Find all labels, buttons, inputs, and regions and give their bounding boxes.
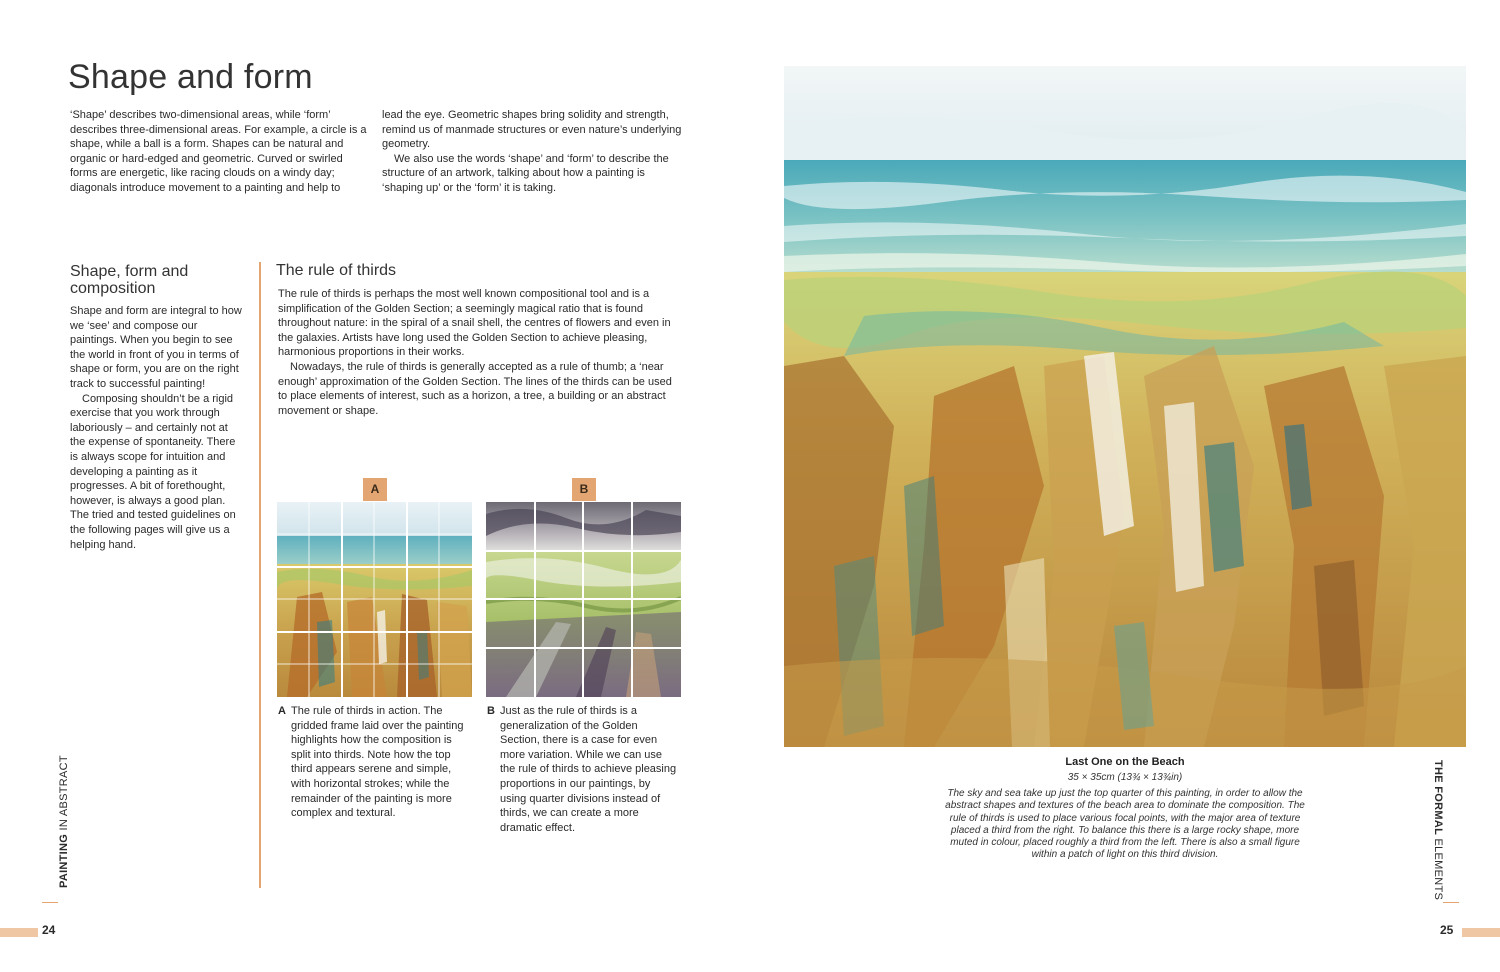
page-number-left: 24 bbox=[42, 923, 56, 937]
beach-painting-artwork bbox=[784, 66, 1466, 747]
example-b-caption-letter: B bbox=[487, 705, 495, 717]
example-a-caption bbox=[278, 704, 468, 821]
running-head-right-rest: ELEMENTS bbox=[1432, 835, 1444, 901]
folio-tick-right bbox=[1443, 902, 1459, 903]
running-head-left bbox=[58, 755, 70, 888]
rule-paragraph-1: The rule of thirds is perhaps the most well known compositional tool and is a simplification of the Golden Section; a seemingly magical ratio that is found throughout nature: in the spiral of a snail shell, the centres of flowers and even in the galaxies. Artists have long used the Golden Section to achieve pleasing, harmonious proportions in their works. bbox=[278, 288, 671, 359]
intro-column-2 bbox=[382, 108, 687, 196]
intro-paragraph-3: We also use the words ‘shape’ and ‘form’ to describe the structure of an artwork, talking about how a painting is ‘shaping up’ or the ‘form’ it is taking. bbox=[382, 152, 669, 194]
page-title: Shape and form bbox=[68, 58, 313, 96]
folio-tick-left bbox=[42, 902, 58, 903]
running-head-left-rest: IN ABSTRACT bbox=[58, 755, 70, 834]
example-b-badge: B bbox=[572, 478, 596, 501]
folio-band-right bbox=[1462, 928, 1500, 937]
column-divider bbox=[259, 262, 261, 888]
intro-column-1 bbox=[70, 108, 370, 196]
example-a-painting bbox=[277, 502, 472, 697]
example-a-badge: A bbox=[363, 478, 387, 501]
running-head-left-bold: PAINTING bbox=[58, 833, 70, 888]
sidebar-body bbox=[70, 304, 246, 552]
example-b-caption bbox=[487, 704, 677, 835]
running-head-right-bold: THE FORMAL bbox=[1432, 760, 1444, 836]
main-painting bbox=[784, 66, 1466, 747]
example-b-painting bbox=[486, 502, 681, 697]
rule-of-thirds-body bbox=[278, 287, 683, 418]
artwork-size: 35 × 35cm (13¾ × 13¾in) bbox=[1067, 772, 1183, 783]
folio-band-left bbox=[0, 928, 38, 937]
sidebar-paragraph-2: Composing shouldn’t be a rigid exercise that you work through laboriously – and certainly not at the expense of spontaneity. There is always scope for intuition and developing a painting as it progresses. A bit of forethought, however, is always a good plan. The tried and tested guidelines on the following pages will give us a helping hand. bbox=[70, 392, 236, 551]
intro-paragraph-2: lead the eye. Geometric shapes bring solidity and strength, remind us of manmade structures or even nature’s underlying geometry. bbox=[382, 109, 682, 151]
intro-paragraph-1: ‘Shape’ describes two-dimensional areas, while ‘form’ describes three-dimensional areas. For example, a circle is a shape, while a ball is a form. Shapes can be natural and organic or hard-edged and geometric. Curved or swirled forms are energetic, like racing clouds on a windy day; diagonals introduce movement to a painting and help to bbox=[70, 109, 367, 194]
sidebar-heading: Shape, form and composition bbox=[70, 263, 189, 297]
example-a-image bbox=[277, 502, 472, 697]
artwork-title: Last One on the Beach bbox=[1065, 756, 1185, 768]
running-head-right bbox=[1432, 760, 1444, 900]
example-b-caption-text: Just as the rule of thirds is a generalization of the Golden Section, there is a case for even more variation. While we can use the rule of thirds to achieve pleasing proportions in our paintings, by using quarter divisions instead of thirds, we can create a more dramatic effect. bbox=[500, 705, 677, 834]
page-number-right: 25 bbox=[1440, 923, 1454, 937]
artwork-description: The sky and sea take up just the top quarter of this painting, in order to allow the abstract shapes and textures of the beach area to dominate the composition. The rule of thirds is used to place various focal points, with the major area of texture placed a third from the right. To balance this there is a large rocky shape, more muted in colour, placed roughly a third from the left. There is also a small figure within a patch of light on this third division. bbox=[945, 788, 1305, 861]
rule-paragraph-2: Nowadays, the rule of thirds is generally accepted as a rule of thumb; a ‘near enough’ approximation of the Golden Section. The lines of the thirds can be used to place elements of interest, such as a horizon, a tree, a building or an abstract movement or shape. bbox=[278, 360, 672, 417]
rule-of-thirds-heading: The rule of thirds bbox=[276, 262, 397, 279]
example-a-caption-letter: A bbox=[278, 705, 286, 717]
example-b-image bbox=[486, 502, 681, 697]
example-a-caption-text: The rule of thirds in action. The gridded frame laid over the painting highlights how the composition is split into thirds. Note how the top third appears serene and simple, with horizontal strokes; while the remainder of the painting is more complex and textural. bbox=[291, 705, 464, 820]
sidebar-paragraph-1: Shape and form are integral to how we ‘see’ and compose our paintings. When you begin to see the world in front of you in terms of shape or form, you are on the right track to successful painting! bbox=[70, 305, 242, 390]
